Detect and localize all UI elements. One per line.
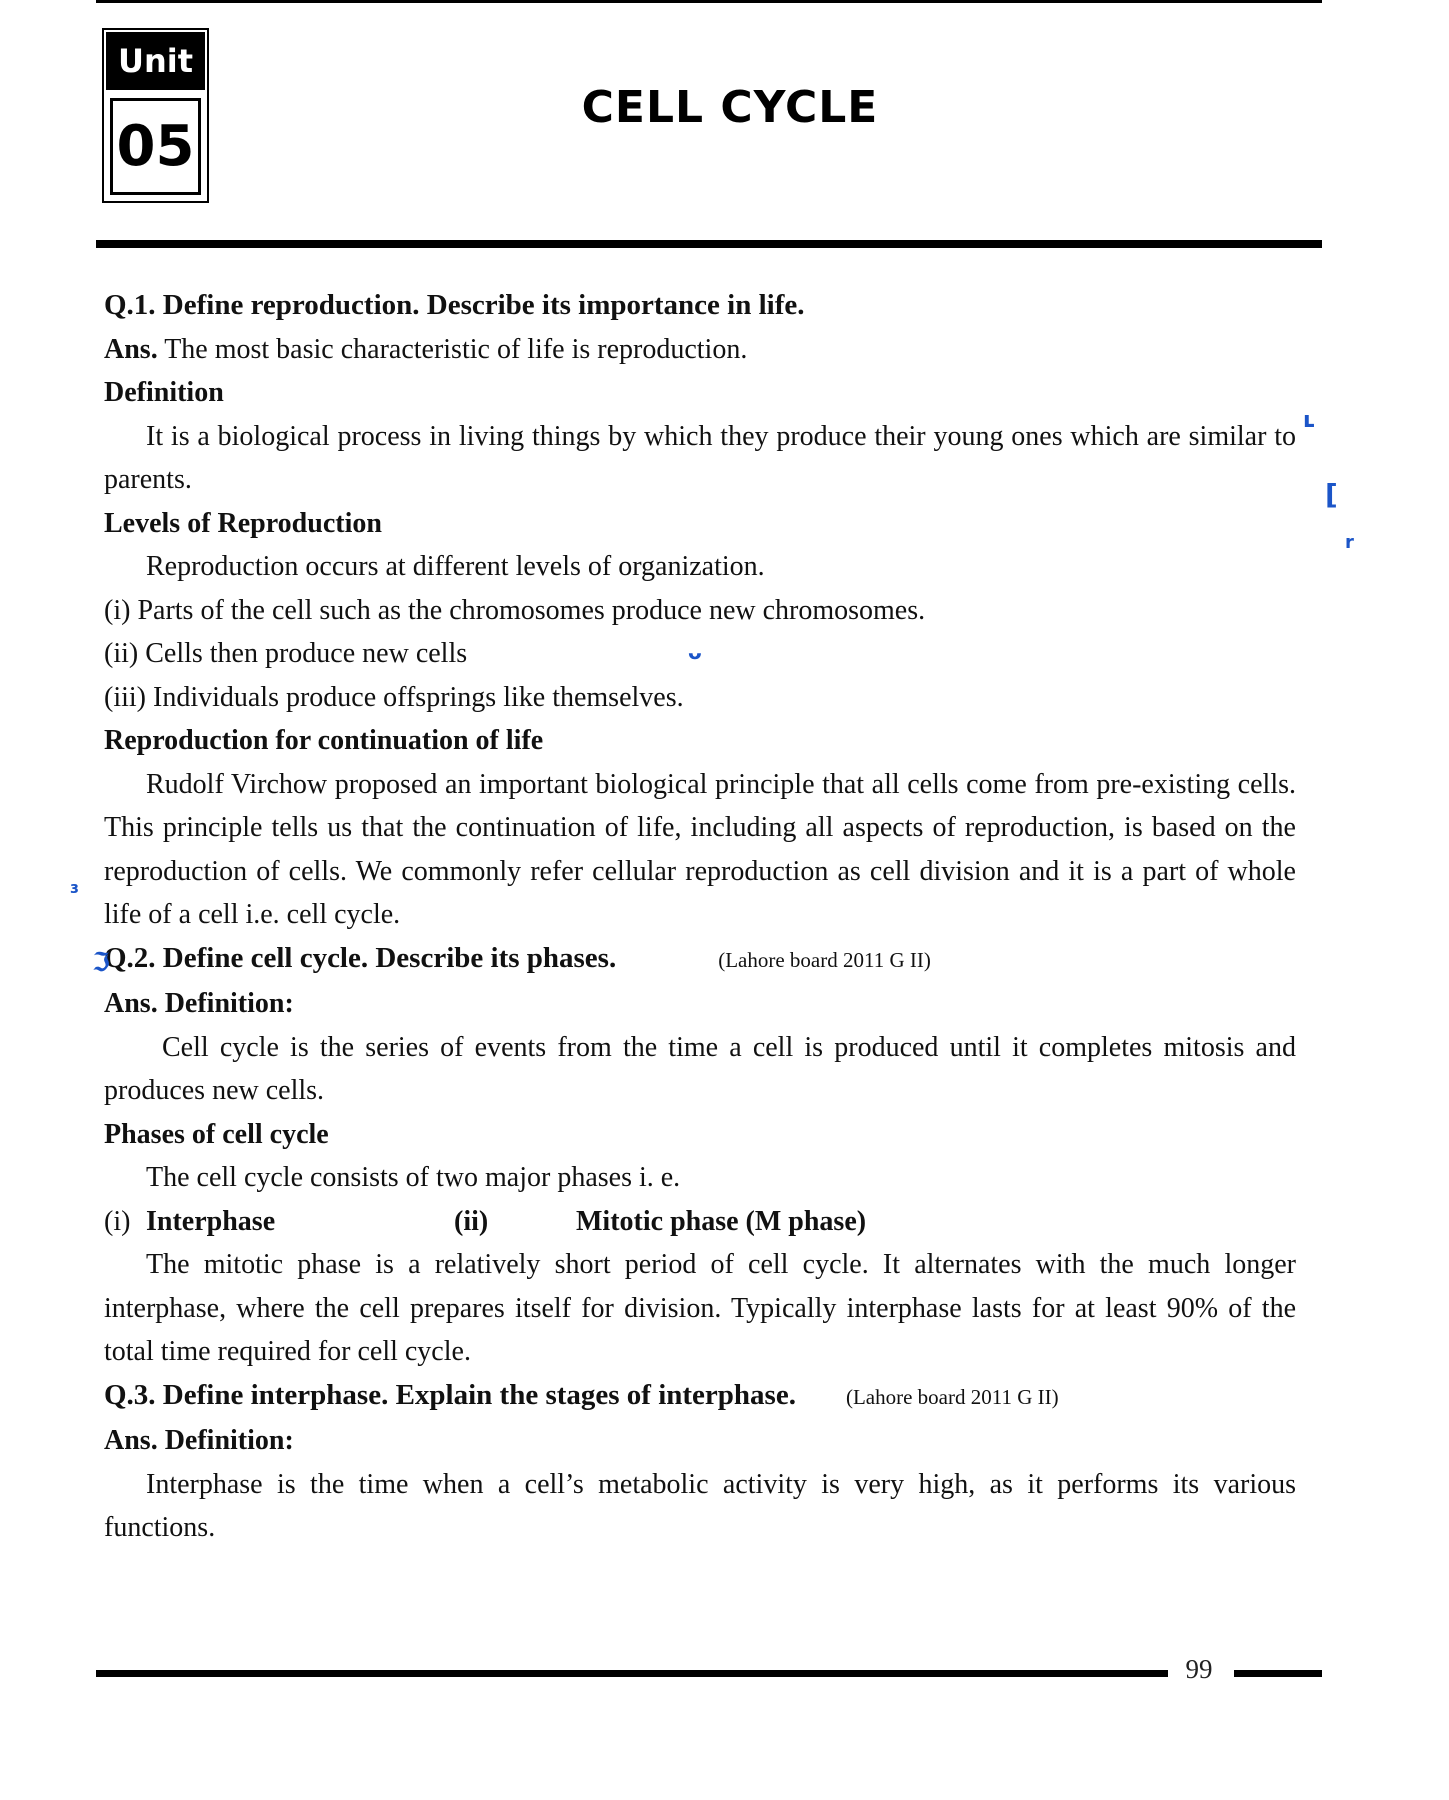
list-item-text: Cells then produce new cells: [138, 638, 468, 669]
q2-phases-intro: The cell cycle consists of two major phases i. e.: [146, 1162, 681, 1193]
pen-mark: ᴗ: [688, 640, 702, 664]
q1-question: Q.1. Define reproduction. Describe its importance in life.: [104, 289, 805, 321]
pen-mark: ℑ: [92, 948, 111, 978]
top-rule: [96, 0, 1322, 3]
q3-board-reference: (Lahore board 2011 G II): [845, 1384, 1059, 1409]
list-marker: (i): [104, 594, 131, 626]
q1-answer: [104, 328, 1296, 372]
list-marker: (iii): [104, 681, 146, 713]
phase-2-marker: (ii): [454, 1205, 489, 1237]
q1-levels-item-1: [104, 589, 1296, 633]
footer-rule-left: [96, 1670, 1168, 1677]
list-item-text: Parts of the cell such as the chromosomes produce new chromosomes.: [130, 594, 926, 626]
page-title: CELL CYCLE: [581, 82, 879, 133]
page-content: [104, 284, 1296, 1550]
phase-1-name: Interphase: [146, 1205, 276, 1237]
q1-answer-text: The most basic characteristic of life is reproduction.: [157, 333, 748, 365]
pen-mark: ɜ: [70, 878, 79, 897]
q2-phases-heading: Phases of cell cycle: [104, 1118, 329, 1150]
q2-definition-text: Cell cycle is the series of events from the time a cell is produced until it completes mitosis and produces new cells.: [104, 1031, 1296, 1106]
q2-phases-list: [104, 1200, 1296, 1244]
unit-number-frame: [110, 98, 201, 195]
q3-answer-heading: Ans. Definition:: [104, 1425, 294, 1456]
q1-continuation-heading: Reproduction for continuation of life: [104, 725, 544, 756]
q2-phases-text: The mitotic phase is a relatively short period of cell cycle. It alternates with the much longer interphase, where the cell prepares itself for division. Typically interphase lasts for at least 90% of the total time required for cell cycle.: [104, 1249, 1296, 1367]
q2-board-reference: (Lahore board 2011 G II): [718, 947, 931, 972]
q1-levels-heading: Levels of Reproduction: [104, 507, 382, 539]
pen-mark: [: [1325, 478, 1338, 511]
list-item-text: Individuals produce offsprings like themselves.: [146, 681, 684, 713]
q1-definition-heading: Definition: [104, 377, 224, 408]
page-number: 99: [1185, 1654, 1213, 1684]
q3-definition-text: Interphase is the time when a cell’s metabolic activity is very high, as it performs its various functions.: [104, 1468, 1296, 1543]
phase-1-marker: (i): [104, 1205, 131, 1237]
q1-levels-intro: Reproduction occurs at different levels of organization.: [146, 551, 765, 582]
header-rule: [96, 240, 1322, 248]
unit-label: Unit: [106, 32, 205, 90]
unit-badge: [102, 28, 209, 203]
list-marker: (ii): [104, 638, 139, 669]
q1-continuation-text: Rudolf Virchow proposed an important biological principle that all cells come from pre-existing cells. This principle tells us that the continuation of life, including all aspects of reproduction, is based on the reproduction of cells. We commonly refer cellular reproduction as cell division and it is a part of whole life of a cell i.e. cell cycle.: [104, 768, 1296, 930]
pen-mark: r: [1345, 532, 1354, 553]
q2-question-line: [104, 937, 1296, 983]
q3-question-line: [104, 1374, 1296, 1420]
phase-2-name: Mitotic phase (M phase): [576, 1205, 867, 1237]
pen-mark: ʟ: [1303, 408, 1315, 433]
q1-levels-item-3: [104, 676, 1296, 720]
q3-question: Q.3. Define interphase. Explain the stages of interphase.: [104, 1378, 796, 1411]
unit-number: 05: [116, 114, 195, 179]
footer-rule-right: [1234, 1670, 1322, 1677]
q1-answer-prefix: Ans.: [104, 333, 158, 365]
q2-answer-heading: Ans. Definition:: [104, 988, 294, 1019]
q2-question: Q.2. Define cell cycle. Describe its phases.: [104, 941, 617, 974]
q1-definition-text: It is a biological process in living things by which they produce their young ones which are similar to parents.: [104, 420, 1296, 495]
